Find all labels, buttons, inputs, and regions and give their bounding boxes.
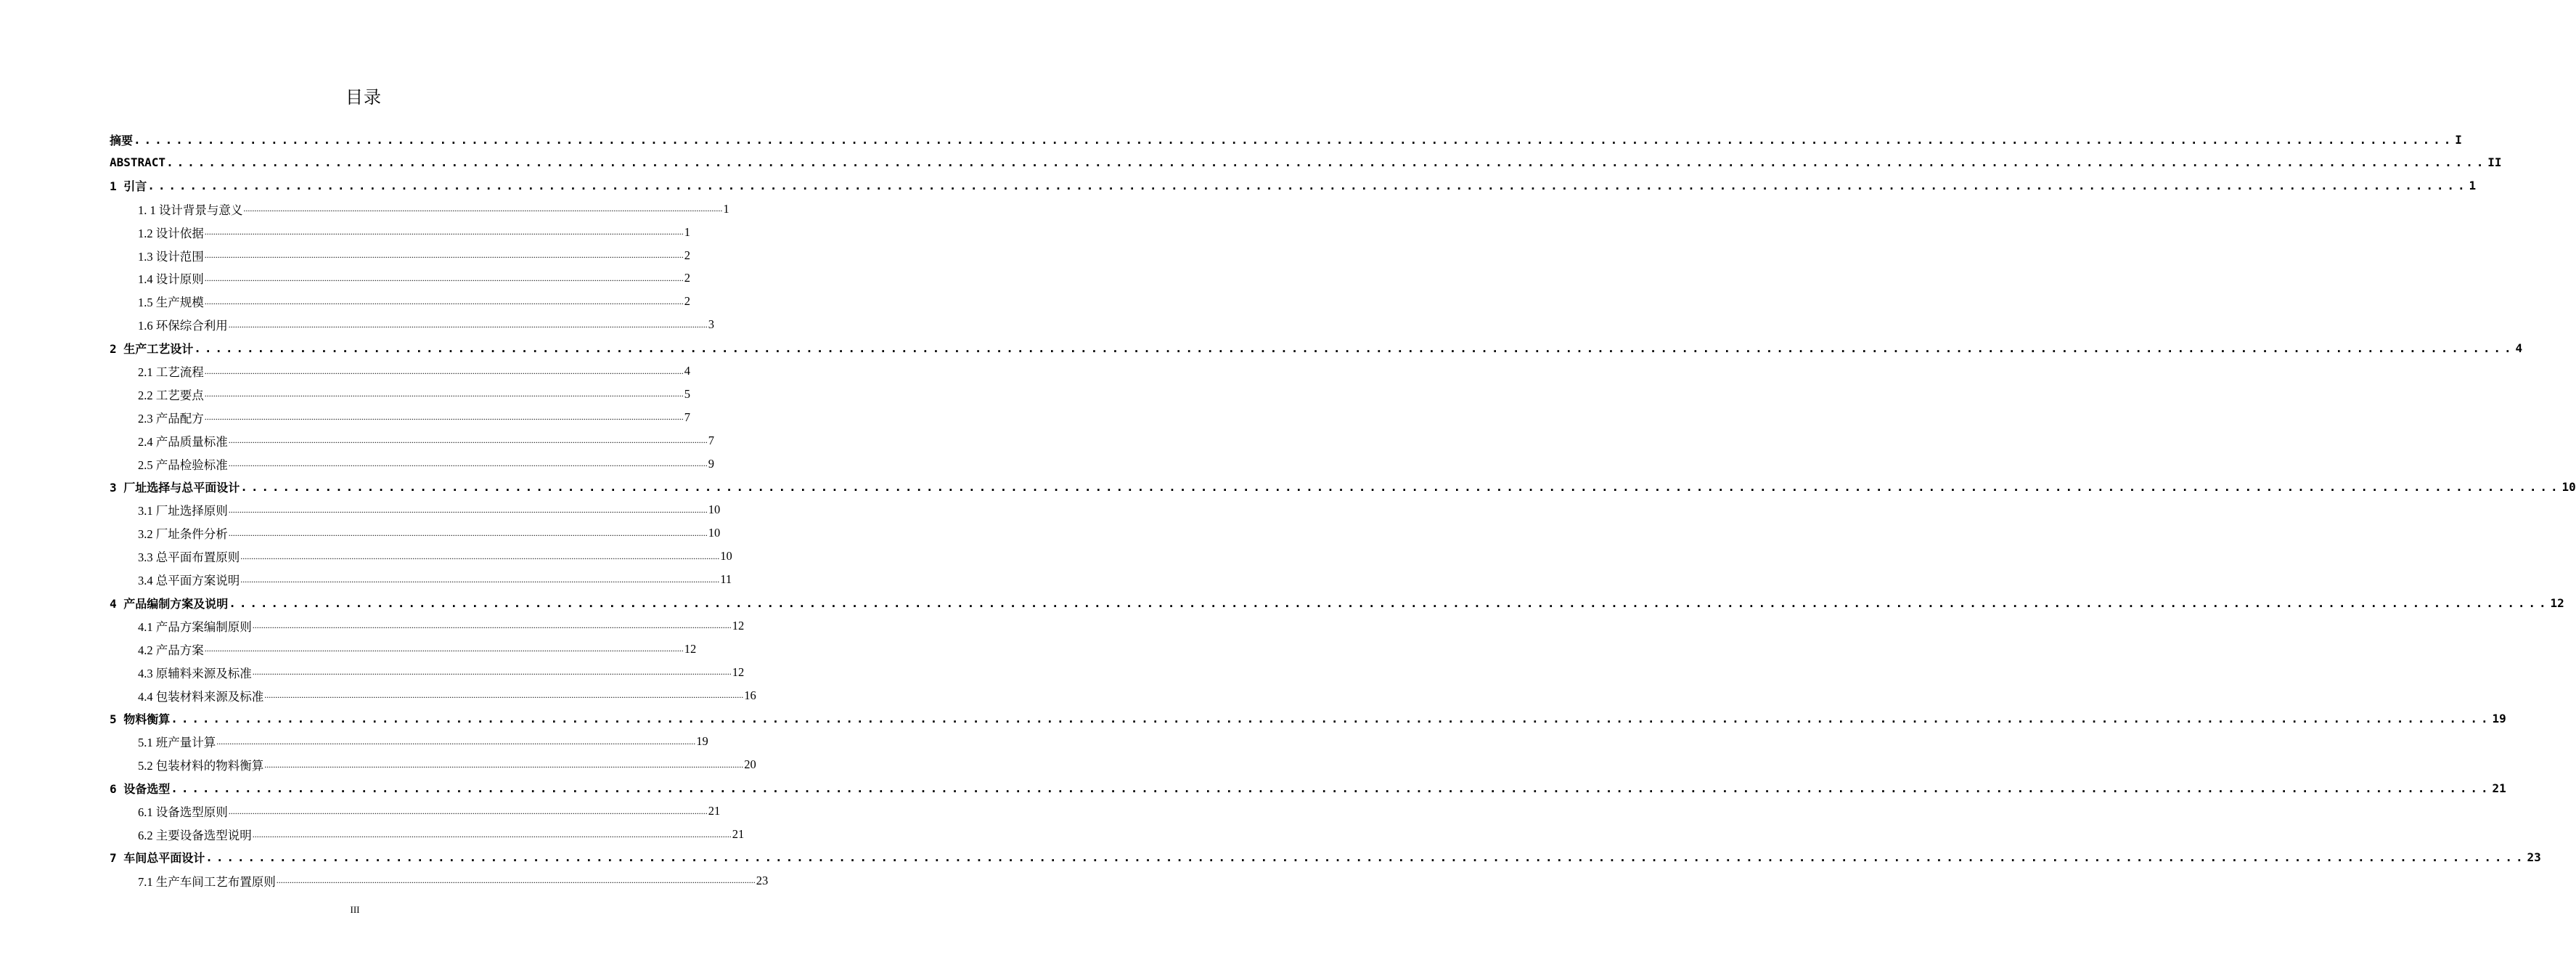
toc-section-entry[interactable] [138, 521, 721, 545]
toc-dot-leader: ............................................................................................................................................................................................................................ [252, 620, 732, 631]
toc-entry-page: 3 [708, 317, 714, 332]
toc-entry-label: 3 厂址选择与总平面设计 [110, 481, 240, 495]
toc-section-entry[interactable] [138, 823, 745, 846]
toc-section-entry[interactable] [138, 313, 714, 336]
toc-dot-leader: ............................................................................................................................................................................................................................ [204, 227, 684, 237]
toc-chapter-entry[interactable] [110, 776, 2506, 800]
toc-dot-leader: ............................................................................................................................................................................................................................ [204, 365, 684, 376]
toc-dot-leader: ............................................................................................................................................................................................................................ [228, 435, 708, 446]
toc-entry-page: 23 [2527, 850, 2541, 865]
toc-entry-label: 4.4 包装材料来源及标准 [138, 689, 264, 704]
toc-entry-page: 7 [684, 410, 690, 424]
toc-dot-leader: ............................................................................................................................................................................................................................ [204, 272, 684, 283]
toc-dot-leader: ............................................................................................................................................................................................................................ [228, 458, 708, 469]
toc-dot-leader: ............................................................................................................................................................................................................................ [240, 480, 2561, 494]
toc-section-entry[interactable] [138, 244, 690, 267]
toc-entry-label: 5 物料衡算 [110, 712, 171, 726]
toc-entry-page: 12 [2550, 595, 2564, 610]
toc-dot-leader: ............................................................................................................................................................................................................................ [240, 574, 720, 585]
toc-dot-leader: ............................................................................................................................................................................................................................ [204, 250, 684, 260]
toc-entry-page: 19 [696, 734, 708, 749]
toc-entry-page: 21 [2492, 781, 2506, 795]
toc-dot-leader: ............................................................................................................................................................................................................................ [171, 781, 2492, 795]
toc-section-entry[interactable] [138, 545, 732, 568]
toc-dot-leader: ............................................................................................................................................................................................................................ [276, 875, 756, 886]
page-number: III [350, 904, 360, 915]
toc-section-entry[interactable] [138, 730, 708, 753]
toc-entry-page: 2 [684, 248, 690, 262]
toc-chapter-entry[interactable] [110, 591, 2564, 614]
toc-section-entry[interactable] [138, 429, 714, 452]
toc-entry-page: 9 [708, 456, 714, 471]
toc-section-entry[interactable] [138, 661, 745, 684]
toc-entry-page: 10 [708, 526, 721, 540]
toc-section-entry[interactable] [138, 452, 714, 476]
toc-dot-leader: ............................................................................................................................................................................................................................ [252, 829, 732, 839]
toc-entry-label: 4.1 产品方案编制原则 [138, 619, 252, 634]
toc-entry-label: 1.6 环保综合利用 [138, 319, 228, 333]
toc-dot-leader: ............................................................................................................................................................................................................................ [228, 319, 708, 330]
toc-section-entry[interactable] [138, 406, 690, 429]
toc-entry-label: 1.4 设计原则 [138, 272, 204, 287]
toc-dot-leader: ............................................................................................................................................................................................................................ [205, 850, 2527, 865]
toc-dot-leader: ............................................................................................................................................................................................................................ [134, 132, 2455, 147]
toc-dot-leader: ............................................................................................................................................................................................................................ [228, 504, 708, 515]
toc-entry-label: 4.2 产品方案 [138, 643, 204, 657]
toc-dot-leader: ............................................................................................................................................................................................................................ [264, 759, 744, 770]
toc-dot-leader: ............................................................................................................................................................................................................................ [240, 550, 720, 561]
toc-chapter-entry[interactable] [110, 128, 2462, 151]
toc-entry-label: 4.3 原辅料来源及标准 [138, 666, 252, 680]
toc-dot-leader: ............................................................................................................................................................................................................................ [243, 203, 723, 214]
toc-entry-label: 摘要 [110, 133, 134, 147]
toc-section-entry[interactable] [138, 568, 732, 591]
toc-entry-label: 3.4 总平面方案说明 [138, 574, 240, 588]
toc-section-entry[interactable] [138, 359, 690, 383]
toc-dot-leader: ............................................................................................................................................................................................................................ [171, 712, 2492, 725]
toc-section-entry[interactable] [138, 638, 697, 661]
toc-dot-leader: ............................................................................................................................................................................................................................ [228, 527, 708, 538]
toc-section-entry[interactable] [138, 753, 756, 776]
toc-entry-page: 10 [708, 503, 721, 517]
toc-entry-page: 16 [744, 688, 756, 702]
toc-dot-leader: ............................................................................................................................................................................................................................ [147, 179, 2469, 193]
toc-entry-label: 1.5 生产规模 [138, 296, 204, 310]
toc-entry-label: 3.1 厂址选择原则 [138, 504, 228, 518]
toc-entry-label: 2 生产工艺设计 [110, 341, 194, 356]
toc-entry-page: 19 [2492, 712, 2506, 725]
toc-entry-label: 5.2 包装材料的物料衡算 [138, 759, 264, 773]
toc-entry-page: 21 [708, 804, 721, 818]
toc-entry-page: 20 [744, 757, 756, 772]
toc-entry-label: 6.2 主要设备选型说明 [138, 829, 252, 842]
toc-entry-page: 2 [684, 271, 690, 285]
toc-entry-page: 1 [684, 224, 690, 239]
toc-entry-page: 12 [684, 641, 697, 656]
toc-entry-label: 6 设备选型 [110, 781, 171, 796]
toc-dot-leader: ............................................................................................................................................................................................................................ [264, 690, 744, 701]
toc-dot-leader: ............................................................................................................................................................................................................................ [194, 341, 2515, 355]
toc-entry-page: 11 [720, 572, 732, 587]
toc-section-entry[interactable] [138, 267, 690, 290]
toc-entry-label: 3.3 总平面布置原则 [138, 550, 240, 565]
toc-entry-label: 2.1 工艺流程 [138, 365, 204, 379]
toc-entry-label: 5.1 班产量计算 [138, 736, 216, 750]
toc-section-entry[interactable] [138, 869, 769, 892]
toc-dot-leader: ............................................................................................................................................................................................................................ [229, 595, 2550, 610]
toc-entry-label: 2.2 工艺要点 [138, 388, 204, 402]
page-title: 目录 [345, 87, 382, 107]
toc-dot-leader: ............................................................................................................................................................................................................................ [252, 667, 732, 678]
toc-entry-page: 23 [756, 873, 769, 887]
toc-entry-label: 2.4 产品质量标准 [138, 434, 228, 449]
toc-entry-label: 1.2 设计依据 [138, 226, 204, 240]
toc-section-entry[interactable] [138, 198, 729, 221]
toc-entry-page: 12 [732, 618, 745, 633]
toc-chapter-entry[interactable] [110, 174, 2477, 198]
toc-entry-page: 1 [723, 201, 729, 216]
toc-entry-label: 7 车间总平面设计 [110, 851, 205, 866]
toc-section-entry[interactable] [138, 498, 721, 521]
toc-entry-page: II [2487, 155, 2502, 170]
toc-chapter-entry[interactable] [110, 151, 2502, 174]
toc-entry-page: 10 [720, 549, 732, 564]
toc-entry-label: 6.1 设备选型原则 [138, 805, 228, 820]
toc-entry-page: I [2455, 132, 2462, 147]
toc-entry-page: 2 [684, 294, 690, 309]
toc-chapter-entry[interactable] [110, 846, 2541, 869]
toc-dot-leader: ............................................................................................................................................................................................................................ [228, 805, 708, 816]
toc-dot-leader: ............................................................................................................................................................................................................................ [216, 736, 696, 747]
toc-entry-label: 3.2 厂址条件分析 [138, 527, 228, 542]
toc-dot-leader: ............................................................................................................................................................................................................................ [204, 412, 684, 423]
toc-entry-label: 2.3 产品配方 [138, 411, 204, 426]
toc-entry-page: 1 [2469, 179, 2477, 193]
toc-section-entry[interactable] [138, 383, 690, 406]
toc-entry-page: 10 [2561, 480, 2576, 494]
toc-section-entry[interactable] [138, 290, 690, 313]
toc-chapter-entry[interactable] [110, 476, 2576, 499]
toc-entry-label: 1.3 设计范围 [138, 249, 204, 264]
toc-entry-page: 12 [732, 664, 745, 679]
toc-entry-label: 2.5 产品检验标准 [138, 458, 228, 472]
toc-entry-page: 21 [732, 827, 745, 841]
toc-dot-leader: ............................................................................................................................................................................................................................ [204, 389, 684, 399]
toc-entry-label: 4 产品编制方案及说明 [110, 596, 229, 611]
toc-section-entry[interactable] [138, 221, 690, 244]
toc-entry-page: 4 [2515, 341, 2523, 355]
toc-section-entry[interactable] [138, 614, 745, 638]
toc-entry-label: 1 引言 [110, 179, 147, 194]
toc-chapter-entry[interactable] [110, 707, 2506, 731]
toc-dot-leader: ............................................................................................................................................................................................................................ [204, 296, 684, 306]
toc-chapter-entry[interactable] [110, 336, 2523, 359]
toc-entry-page: 7 [708, 433, 714, 447]
toc-entry-label: ABSTRACT [110, 155, 166, 170]
toc-entry-page: 4 [684, 364, 690, 378]
toc-entry-label: 7.1 生产车间工艺布置原则 [138, 874, 276, 889]
toc-section-entry[interactable] [138, 800, 721, 823]
toc-entry-label: 1. 1 设计背景与意义 [138, 203, 243, 217]
toc-dot-leader: ............................................................................................................................................................................................................................ [204, 643, 684, 654]
toc-section-entry[interactable] [138, 684, 756, 707]
toc-entry-page: 5 [684, 386, 690, 401]
toc-dot-leader: ............................................................................................................................................................................................................................ [166, 155, 2487, 170]
